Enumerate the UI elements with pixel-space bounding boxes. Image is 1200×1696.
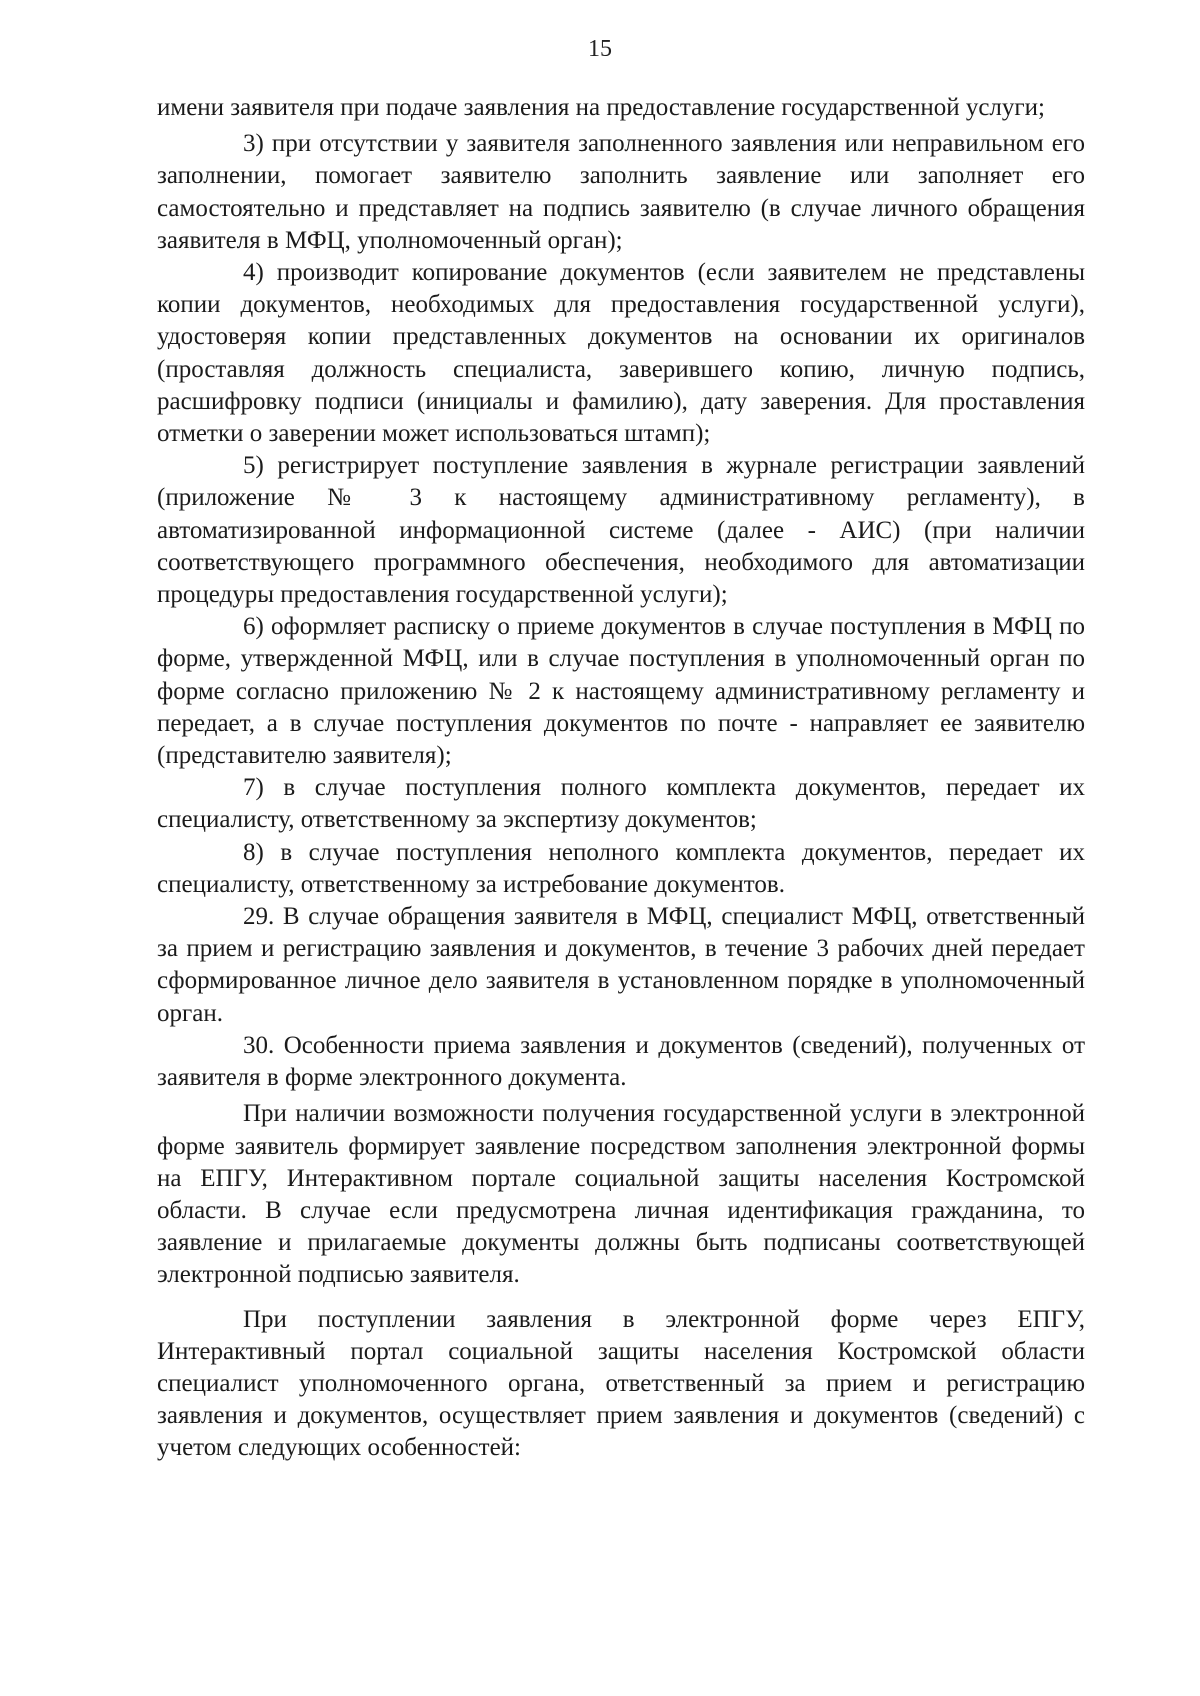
document-body: [157, 92, 1085, 1465]
paragraph-continuation: имени заявителя при подаче заявления на предоставление государственной услуги;: [157, 94, 1045, 121]
paragraph-epgu-receipt: При поступлении заявления в электронной форме через ЕПГУ, Интерактивный портал социальной защиты населения Костромской области специалист уполномоченного органа, ответственный за прием и регистрацию заявления и документов, осуществляет прием заявления и документов (сведений) с учетом следующих особенностей:: [157, 1305, 1085, 1462]
paragraph-item-5: 5) регистрирует поступление заявления в журнале регистрации заявлений (приложение № 3 к настоящему административному регламенту), в автоматизированной информационной системе (далее - АИС) (при наличии соответствующего программного обеспечения, необходимого для автоматизации процедуры предоставления государственной услуги);: [157, 452, 1085, 609]
paragraph-clause-30: 30. Особенности приема заявления и документов (сведений), полученных от заявителя в форме электронного документа.: [157, 1031, 1085, 1092]
paragraph-clause-29: 29. В случае обращения заявителя в МФЦ, специалист МФЦ, ответственный за прием и регистрацию заявления и документов, в течение 3 рабочих дней передает сформированное личное дело заявителя в установленном порядке в уполномоченный орган.: [157, 903, 1085, 1027]
paragraph-item-4: 4) производит копирование документов (если заявителем не представлены копии документов, необходимых для предоставления государственной услуги), удостоверяя копии представленных документов на основании их оригиналов (проставляя должность специалиста, заверившего копию, личную подпись, расшифровку подписи (инициалы и фамилию), дату заверения. Для проставления отметки о заверении может использоваться штамп);: [157, 259, 1085, 448]
paragraph-item-6: 6) оформляет расписку о приеме документов в случае поступления в МФЦ по форме, утвержденной МФЦ, или в случае поступления в уполномоченный орган по форме согласно приложению № 2 к настоящему административному регламенту и передает, а в случае поступления документов по почте - направляет ее заявителю (представителю заявителя);: [157, 613, 1085, 770]
paragraph-item-3: 3) при отсутствии у заявителя заполненного заявления или неправильном его заполнении, помогает заявителю заполнить заявление или заполняет его самостоятельно и представляет на подпись заявителю (в случае личного обращения заявителя в МФЦ, уполномоченный орган);: [157, 130, 1085, 254]
paragraph-item-8: 8) в случае поступления неполного комплекта документов, передает их специалисту, ответственному за истребование документов.: [157, 838, 1085, 898]
paragraph-electronic-form: При наличии возможности получения государственной услуги в электронной форме заявитель формирует заявление посредством заполнения электронной формы на ЕПГУ, Интерактивном портале социальной защиты населения Костромской области. В случае если предусмотрена личная идентификация гражданина, то заявление и прилагаемые документы должны быть подписаны соответствующей электронной подписью заявителя.: [157, 1100, 1085, 1289]
page-number: 15: [588, 36, 612, 62]
paragraph-item-7: 7) в случае поступления полного комплекта документов, передает их специалисту, ответственному за экспертизу документов;: [157, 774, 1085, 834]
